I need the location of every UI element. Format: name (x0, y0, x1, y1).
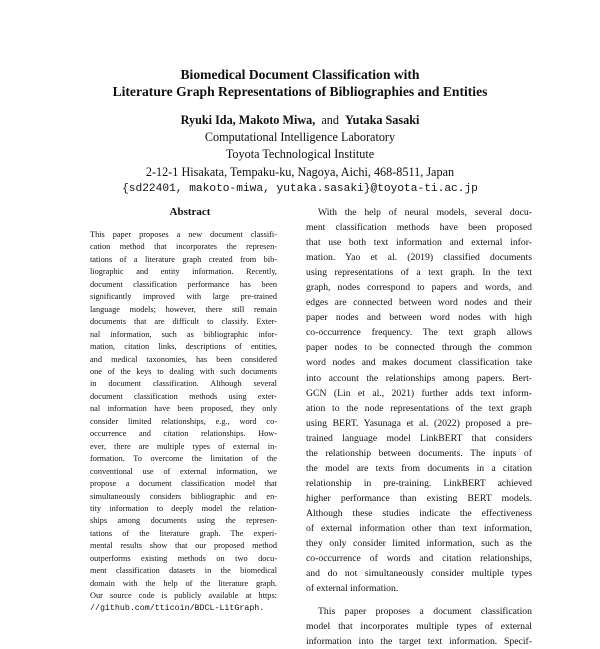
abstract-line: significantly improved with large pre-trained (90, 292, 277, 302)
body-line: model that incorporates multiple types of external (306, 621, 532, 633)
abstract-line: ment classification datasets in the biomedical (90, 566, 277, 576)
abstract-line: conventional use of external information, we (90, 466, 277, 476)
body-line: information into the target text information. Specif- (306, 636, 532, 648)
abstract-line: documents that are difficult to classify. Exter- (90, 317, 277, 327)
body-line: using BERT. Yasunaga et al. (2022) proposed a pre- (306, 417, 532, 429)
abstract-line: and medical taxonomies, has been considered (90, 354, 277, 364)
abstract-heading: Abstract (169, 206, 211, 218)
body-line: GCN (Lin et al., 2021) further adds text inform- (306, 387, 532, 399)
body-line: With the help of neural models, several docu- (318, 207, 532, 218)
introduction-body (306, 205, 532, 649)
body-line: co-occurrence frequency. The text graph allows (306, 327, 532, 339)
author-last-name: Yutaka Sasaki (344, 113, 420, 127)
abstract-line: document classification performance has been (90, 279, 277, 289)
abstract-line: tations of the literature graph. The experi- (90, 528, 277, 538)
abstract-body (90, 229, 277, 615)
abstract-line: nal information have been proposed, they only (90, 404, 277, 414)
abstract-line: tations of a literature graph created from bib- (90, 254, 277, 264)
author-names: Ryuki Ida, Makoto Miwa, (180, 113, 316, 127)
body-line: that use both text information and external infor- (306, 237, 532, 249)
body-line: ment classification methods have been proposed (306, 222, 532, 234)
abstract-line: outperforms existing methods on two docu- (90, 553, 277, 563)
body-line: paper nodes and between word nodes with high (306, 312, 532, 324)
abstract-line: domain with the help of the literature graph. (90, 578, 277, 588)
author-emails: {sd22401, makoto-miwa, yutaka.sasaki}@toyota-ti.ac.jp (122, 182, 478, 195)
body-line: the relationship between documents. The inputs of (306, 447, 532, 459)
abstract-line: ever, there are multiple types of external in- (90, 441, 277, 451)
title-line-1: Biomedical Document Classification with (180, 67, 420, 82)
body-line: edges are connected between word nodes and their (306, 297, 532, 309)
body-line: ation to the node representations of the text graph (306, 402, 532, 414)
abstract-line: Our source code is publicly available at https: (90, 591, 277, 601)
body-line: graph, nodes correspond to papers and words, and (306, 282, 532, 294)
abstract-line: tity information to deeply model the relation- (90, 503, 277, 513)
abstract-line: document classification methods using exter- (90, 391, 277, 401)
paragraph-gap (306, 596, 532, 604)
title-line-2: Literature Graph Representations of Bibliographies and Entities (112, 84, 488, 99)
abstract-line: in document classification. Although several (90, 379, 277, 389)
abstract-line: mation, citation links, descriptions of entities, (90, 342, 277, 352)
body-line: paper nodes to be connected through the common (306, 342, 532, 354)
body-line: into account the relationships among papers. Bert- (306, 372, 532, 384)
author-block (0, 112, 600, 198)
body-line: of external information. (306, 583, 399, 595)
abstract-line: mental results show that our proposed method (90, 541, 277, 551)
author-and: and (321, 113, 339, 127)
abstract-line: cation method that incorporates the represen- (90, 242, 277, 252)
abstract-line: liographic and entity information. Recently, (90, 267, 277, 277)
abstract-line: propose a document classification model that (90, 479, 277, 489)
abstract-line: language models; however, there still remain (90, 304, 277, 314)
body-line: they only consider limited information, such as the (306, 538, 532, 550)
abstract-line: one of the keys to dealing with such documents (90, 366, 277, 376)
body-line: of external information other than text information, (306, 522, 532, 534)
abstract-line: ships among documents using the represen- (90, 516, 277, 526)
body-line: mation. Yao et al. (2019) classified documents (306, 252, 532, 264)
affiliation-address: 2-12-1 Hisakata, Tempaku-ku, Nagoya, Aichi, 468-8511, Japan (145, 164, 455, 179)
abstract-line: occurrence and citation relationships. How- (90, 429, 277, 439)
abstract-line: consider limited relationships, e.g., word co- (90, 416, 277, 426)
author-names-line (0, 112, 600, 129)
body-line: co-occurrence of words and citation relationships, (306, 553, 532, 565)
paper-title (0, 66, 600, 100)
abstract-line: This paper proposes a new document classifi- (90, 230, 277, 239)
body-line: Although these studies indicate the effectiveness (306, 507, 532, 519)
body-line: higher performance than existing BERT models. (306, 492, 532, 504)
body-line: the model are texts from documents in a citation (306, 462, 532, 474)
abstract-line: nal information, such as bibliographic infor- (90, 329, 277, 339)
source-code-link[interactable]: //github.com/tticoin/BDCL-LitGraph. (90, 603, 265, 613)
body-line: This paper proposes a document classification (318, 606, 532, 618)
affiliation-institute: Toyota Technological Institute (225, 147, 375, 162)
affiliation-lab: Computational Intelligence Laboratory (204, 130, 396, 145)
abstract-line: formation. To overcome the limitation of the (90, 454, 277, 464)
body-line: using representations of a text graph. In the text (306, 267, 532, 279)
body-line: trained language model LinkBERT that considers (306, 432, 532, 444)
body-line: relationship in pre-training. LinkBERT achieved (306, 477, 532, 489)
body-line: and do not simultaneously consider multiple types (306, 568, 532, 580)
body-line: word nodes and makes document classification take (306, 357, 532, 369)
abstract-line: simultaneously considers bibliographic and en- (90, 491, 277, 501)
